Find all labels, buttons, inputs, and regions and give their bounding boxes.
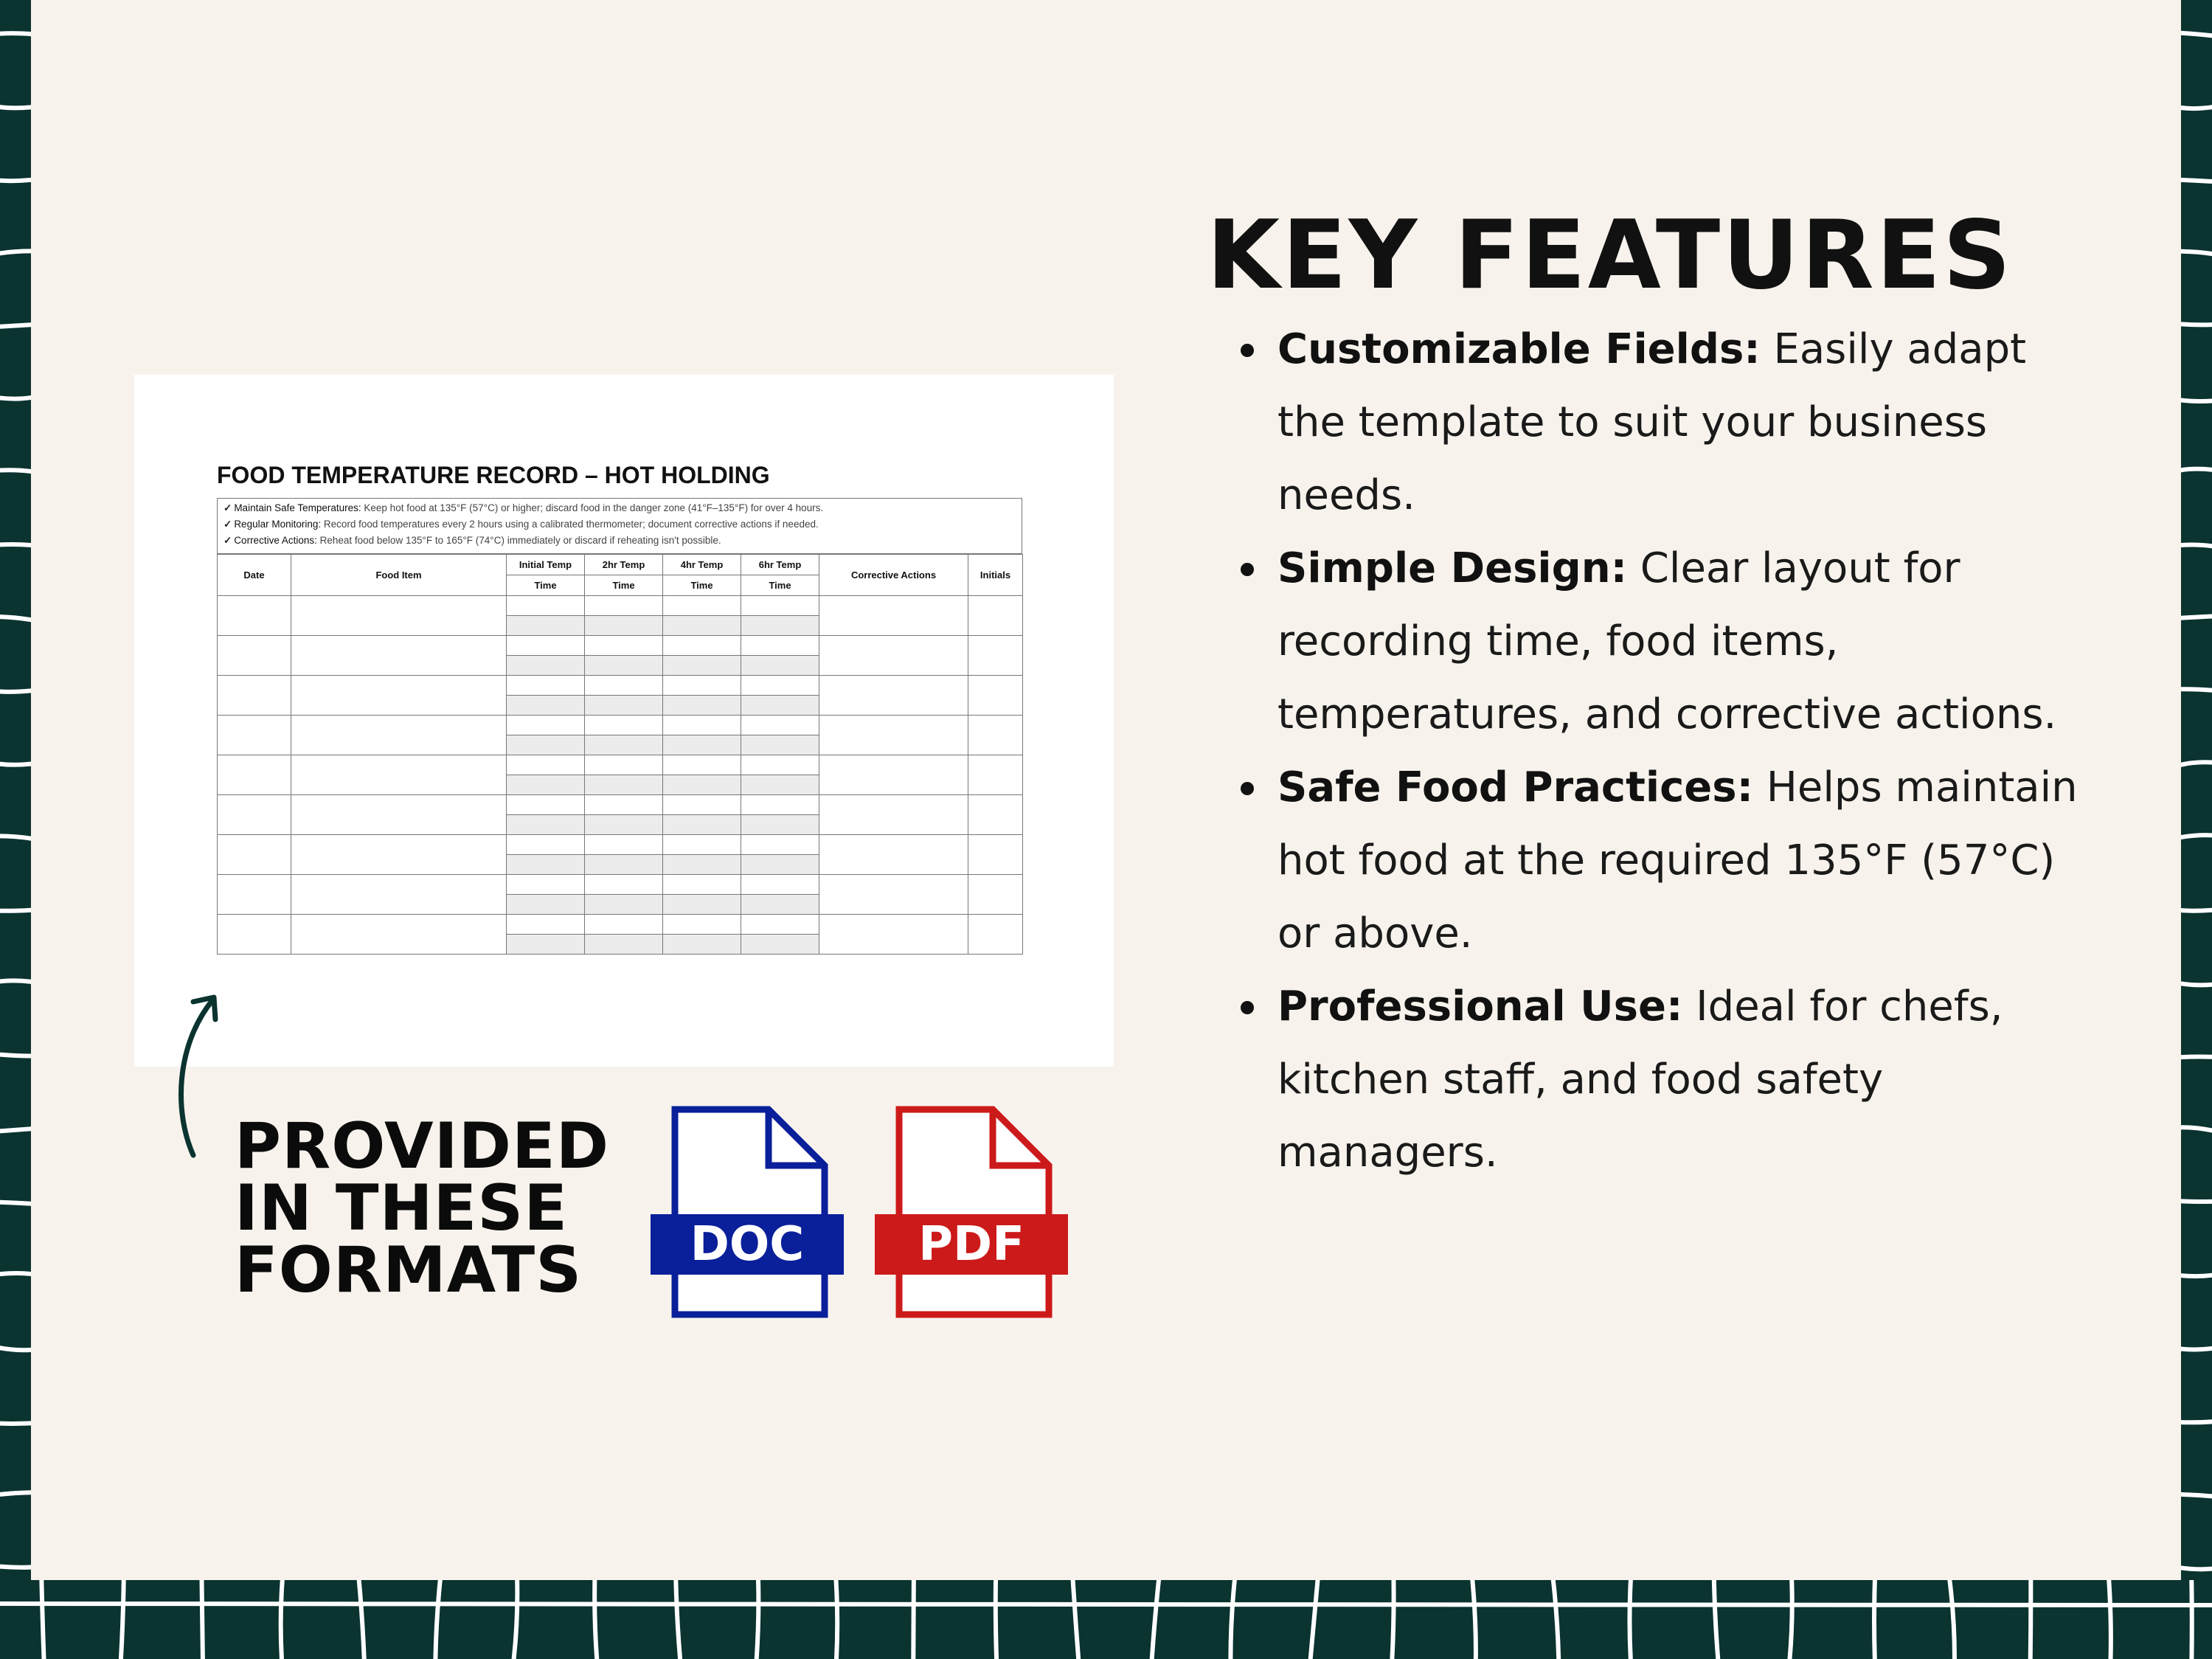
note-text: Reheat food below 135°F to 165°F (74°C) immediately or discard if reheating isn't possible. bbox=[316, 535, 721, 546]
table-cell bbox=[507, 696, 585, 716]
table-cell bbox=[663, 935, 741, 955]
table-cell bbox=[741, 735, 819, 755]
tile-border-left bbox=[0, 0, 31, 1580]
table-cell bbox=[819, 636, 968, 676]
table-cell bbox=[507, 636, 585, 656]
table-cell bbox=[291, 915, 507, 955]
table-cell bbox=[968, 716, 1023, 755]
pdf-file-icon bbox=[875, 1105, 1068, 1322]
formats-heading bbox=[235, 1109, 648, 1307]
record-table-body bbox=[218, 596, 1023, 955]
table-cell bbox=[741, 676, 819, 696]
table-cell bbox=[585, 875, 663, 895]
table-row bbox=[218, 915, 1023, 935]
table-cell bbox=[585, 676, 663, 696]
table-cell bbox=[291, 716, 507, 755]
doc-label: DOC bbox=[651, 1214, 844, 1275]
col-time: Time bbox=[585, 575, 663, 596]
table-cell bbox=[507, 775, 585, 795]
table-cell bbox=[819, 795, 968, 835]
table-cell bbox=[585, 735, 663, 755]
table-cell bbox=[819, 755, 968, 795]
table-row bbox=[218, 875, 1023, 895]
table-cell bbox=[741, 656, 819, 676]
table-cell bbox=[218, 716, 291, 755]
col-2hr-temp: 2hr Temp bbox=[585, 555, 663, 575]
table-cell bbox=[741, 875, 819, 895]
table-row bbox=[218, 596, 1023, 616]
table-cell bbox=[663, 696, 741, 716]
table-cell bbox=[585, 935, 663, 955]
table-cell bbox=[585, 795, 663, 815]
table-cell bbox=[218, 875, 291, 915]
table-cell bbox=[663, 735, 741, 755]
key-features-title: KEY FEATURES bbox=[1207, 201, 2014, 311]
table-cell bbox=[585, 656, 663, 676]
col-food-item: Food Item bbox=[291, 555, 507, 596]
pdf-label: PDF bbox=[875, 1214, 1068, 1275]
feature-label: Safe Food Practices: bbox=[1277, 763, 1753, 811]
table-cell bbox=[741, 596, 819, 616]
table-cell bbox=[218, 676, 291, 716]
table-cell bbox=[741, 755, 819, 775]
table-cell bbox=[663, 795, 741, 815]
table-cell bbox=[663, 676, 741, 696]
col-initial-temp: Initial Temp bbox=[507, 555, 585, 575]
table-cell bbox=[741, 855, 819, 875]
form-title: FOOD TEMPERATURE RECORD – HOT HOLDING bbox=[217, 462, 770, 488]
table-cell bbox=[663, 716, 741, 735]
table-cell bbox=[507, 735, 585, 755]
form-note bbox=[223, 533, 1016, 549]
table-cell bbox=[663, 636, 741, 656]
table-cell bbox=[741, 895, 819, 915]
table-cell bbox=[291, 676, 507, 716]
table-cell bbox=[585, 835, 663, 855]
feature-item bbox=[1239, 751, 2095, 970]
table-cell bbox=[218, 795, 291, 835]
check-icon: ✓ bbox=[223, 502, 232, 513]
note-text: Record food temperatures every 2 hours using a calibrated thermometer; document corrective actions if needed. bbox=[321, 519, 819, 530]
table-cell bbox=[968, 795, 1023, 835]
formats-heading-line: FORMATS bbox=[235, 1233, 583, 1307]
tile-border-bottom bbox=[0, 1580, 2212, 1659]
table-cell bbox=[663, 775, 741, 795]
table-cell bbox=[663, 855, 741, 875]
col-4hr-temp: 4hr Temp bbox=[663, 555, 741, 575]
table-cell bbox=[585, 716, 663, 735]
table-cell bbox=[507, 815, 585, 835]
table-cell bbox=[507, 755, 585, 775]
table-cell bbox=[968, 755, 1023, 795]
table-row bbox=[218, 835, 1023, 855]
table-cell bbox=[218, 915, 291, 955]
table-cell bbox=[507, 855, 585, 875]
check-icon: ✓ bbox=[223, 519, 232, 530]
note-label: Regular Monitoring: bbox=[234, 519, 322, 530]
form-preview bbox=[134, 375, 1114, 1067]
col-time: Time bbox=[663, 575, 741, 596]
feature-label: Professional Use: bbox=[1277, 983, 1683, 1031]
form-note bbox=[223, 500, 1016, 516]
table-cell bbox=[291, 755, 507, 795]
table-cell bbox=[741, 815, 819, 835]
table-cell bbox=[507, 875, 585, 895]
table-cell bbox=[663, 915, 741, 935]
table-cell bbox=[585, 616, 663, 636]
table-row bbox=[218, 795, 1023, 815]
col-6hr-temp: 6hr Temp bbox=[741, 555, 819, 575]
table-cell bbox=[663, 755, 741, 775]
feature-item bbox=[1239, 532, 2095, 751]
formats-heading-line: IN THESE bbox=[235, 1171, 568, 1245]
note-label: Maintain Safe Temperatures: bbox=[234, 502, 361, 513]
feature-text: Helps maintain hot food at the required 135°F (57°C) or above. bbox=[1277, 763, 2078, 957]
table-cell bbox=[218, 835, 291, 875]
table-cell bbox=[291, 875, 507, 915]
note-text: Keep hot food at 135°F (57°C) or higher; discard food in the danger zone (41°F–135°F) for over 4 hours. bbox=[361, 502, 824, 513]
table-cell bbox=[819, 835, 968, 875]
feature-text: Clear layout for recording time, food items, temperatures, and corrective actions. bbox=[1277, 544, 2057, 738]
table-cell bbox=[819, 676, 968, 716]
table-cell bbox=[663, 835, 741, 855]
table-cell bbox=[585, 755, 663, 775]
check-icon: ✓ bbox=[223, 535, 232, 546]
table-cell bbox=[585, 815, 663, 835]
col-date: Date bbox=[218, 555, 291, 596]
table-cell bbox=[741, 835, 819, 855]
table-cell bbox=[507, 895, 585, 915]
table-cell bbox=[585, 596, 663, 616]
table-cell bbox=[968, 636, 1023, 676]
table-cell bbox=[741, 795, 819, 815]
table-cell bbox=[663, 596, 741, 616]
table-cell bbox=[507, 616, 585, 636]
table-cell bbox=[819, 596, 968, 636]
table-cell bbox=[218, 636, 291, 676]
table-row bbox=[218, 755, 1023, 775]
col-time: Time bbox=[741, 575, 819, 596]
table-cell bbox=[663, 875, 741, 895]
table-cell bbox=[819, 716, 968, 755]
table-cell bbox=[585, 636, 663, 656]
table-cell bbox=[507, 915, 585, 935]
table-cell bbox=[741, 775, 819, 795]
key-features-list bbox=[1239, 313, 2095, 1189]
feature-item bbox=[1239, 313, 2095, 532]
table-cell bbox=[291, 636, 507, 676]
feature-item bbox=[1239, 970, 2095, 1189]
feature-text: Easily adapt the template to suit your business needs. bbox=[1277, 325, 2027, 519]
form-notes bbox=[217, 498, 1022, 554]
table-cell bbox=[507, 795, 585, 815]
col-time: Time bbox=[507, 575, 585, 596]
col-corrective-actions: Corrective Actions bbox=[819, 555, 968, 596]
note-label: Corrective Actions: bbox=[234, 535, 317, 546]
table-cell bbox=[968, 875, 1023, 915]
curved-arrow-icon bbox=[168, 987, 235, 1164]
table-row bbox=[218, 716, 1023, 735]
table-cell bbox=[663, 656, 741, 676]
tile-border-right bbox=[2181, 0, 2212, 1580]
table-cell bbox=[968, 676, 1023, 716]
table-cell bbox=[741, 935, 819, 955]
table-cell bbox=[507, 835, 585, 855]
table-cell bbox=[585, 895, 663, 915]
table-cell bbox=[741, 616, 819, 636]
formats-heading-line: PROVIDED bbox=[235, 1109, 610, 1183]
doc-file-icon bbox=[651, 1105, 844, 1322]
table-cell bbox=[741, 636, 819, 656]
table-cell bbox=[819, 915, 968, 955]
table-cell bbox=[507, 935, 585, 955]
table-cell bbox=[291, 835, 507, 875]
col-initials: Initials bbox=[968, 555, 1023, 596]
table-cell bbox=[585, 696, 663, 716]
feature-text: Ideal for chefs, kitchen staff, and food safety managers. bbox=[1277, 983, 2003, 1177]
table-cell bbox=[968, 835, 1023, 875]
table-cell bbox=[741, 716, 819, 735]
table-cell bbox=[741, 915, 819, 935]
table-cell bbox=[218, 596, 291, 636]
feature-label: Customizable Fields: bbox=[1277, 325, 1761, 373]
table-cell bbox=[663, 895, 741, 915]
table-row bbox=[218, 676, 1023, 696]
table-cell bbox=[507, 676, 585, 696]
table-cell bbox=[819, 875, 968, 915]
table-cell bbox=[291, 795, 507, 835]
table-cell bbox=[507, 716, 585, 735]
table-cell bbox=[663, 616, 741, 636]
form-note bbox=[223, 516, 1016, 533]
table-cell bbox=[968, 915, 1023, 955]
table-cell bbox=[741, 696, 819, 716]
record-table bbox=[217, 554, 1023, 955]
table-cell bbox=[585, 855, 663, 875]
table-cell bbox=[968, 596, 1023, 636]
table-cell bbox=[585, 775, 663, 795]
table-row bbox=[218, 636, 1023, 656]
table-cell bbox=[585, 915, 663, 935]
table-cell bbox=[218, 755, 291, 795]
table-cell bbox=[663, 815, 741, 835]
table-cell bbox=[507, 656, 585, 676]
table-cell bbox=[291, 596, 507, 636]
table-cell bbox=[507, 596, 585, 616]
feature-label: Simple Design: bbox=[1277, 544, 1627, 592]
